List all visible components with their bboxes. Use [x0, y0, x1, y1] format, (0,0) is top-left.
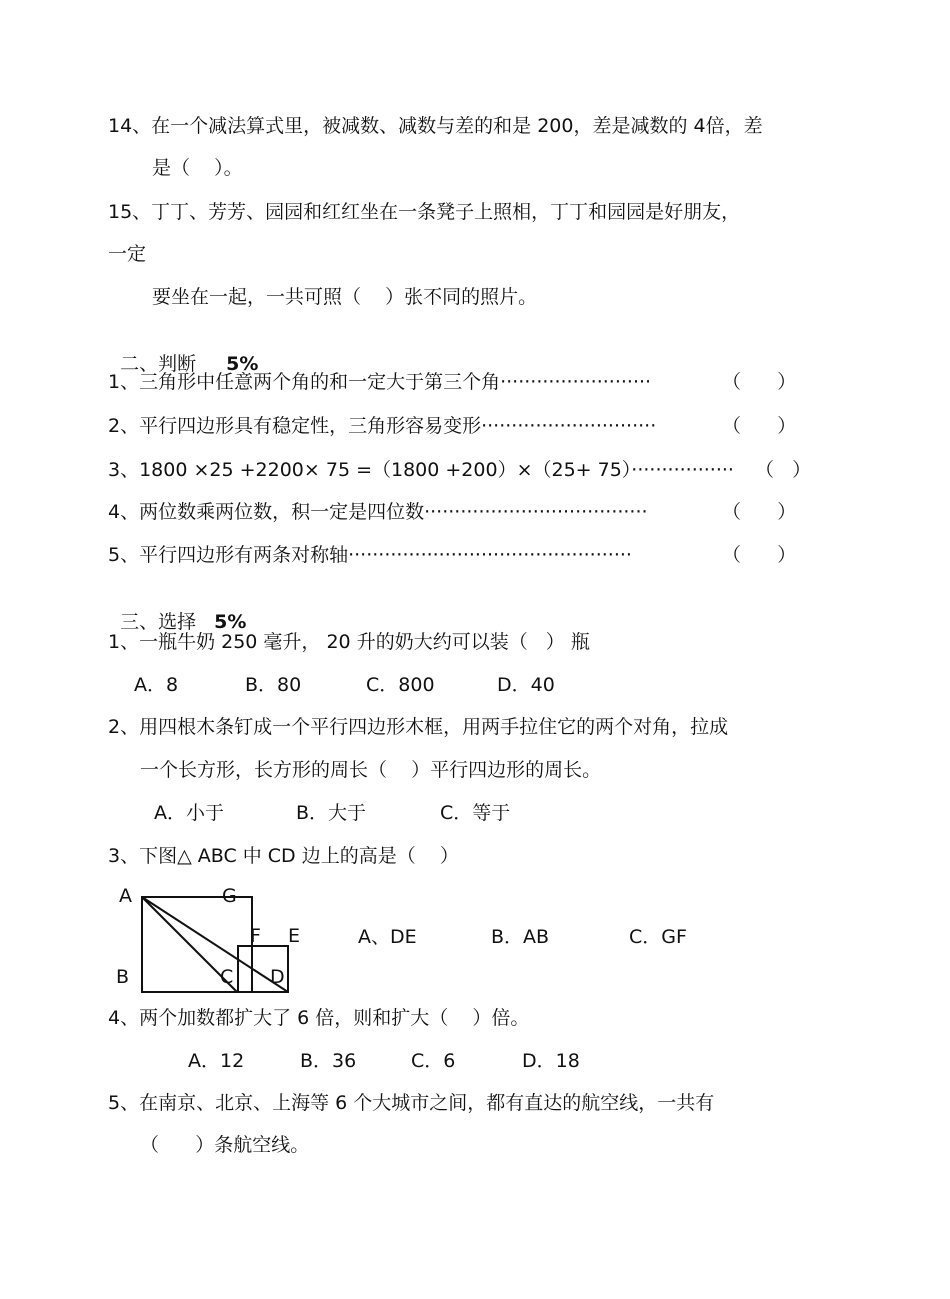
judge-item-5: 5、平行四边形有两条对称轴···············································: [108, 544, 632, 566]
choice-q5-stem-line1: 5、在南京、北京、上海等 6 个大城市之间，都有直达的航空线，一共有: [108, 1092, 715, 1114]
choice-heading-text: 三、选择: [120, 611, 197, 633]
judge-paren-4: （ ）: [722, 501, 797, 523]
choice-q1-option-c: C．800: [366, 674, 435, 696]
choice-heading: [108, 586, 246, 634]
judge-score: 5%: [226, 353, 259, 375]
triangle-figure: [112, 880, 312, 998]
choice-q4-option-d: D．18: [522, 1050, 580, 1072]
choice-q2-stem-line1: 2、用四根木条钉成一个平行四边形木框，用两手拉住它的两个对角，拉成: [108, 716, 729, 738]
label-a: A: [119, 885, 132, 907]
choice-q1-option-a: A．8: [134, 674, 179, 696]
choice-q2-option-a: A．小于: [154, 802, 224, 824]
q14-line2: 是（ ）。: [152, 157, 243, 179]
judge-item-1: 1、三角形中任意两个角的和一定大于第三个角·························: [108, 371, 652, 393]
choice-q3-option-c: C．GF: [629, 926, 687, 948]
q15-line2: 一定: [108, 243, 147, 265]
q15-line1: 15、丁丁、芳芳、园园和红红坐在一条凳子上照相，丁丁和园园是好朋友，: [108, 201, 741, 223]
label-e: E: [288, 925, 301, 947]
choice-q1-stem: 1、一瓶牛奶 250 毫升， 20 升的奶大约可以装（ ） 瓶: [108, 631, 590, 653]
judge-paren-2: （ ）: [722, 415, 797, 437]
judge-item-3: 3、1800 ×25 +2200× 75 =（1800 +200）×（25+ 75）·················: [108, 459, 734, 481]
judge-paren-1: （ ）: [722, 371, 797, 393]
label-f: F: [250, 925, 261, 947]
judge-heading-text: 二、判断: [120, 353, 197, 375]
label-d: D: [270, 966, 285, 988]
judge-item-2: 2、平行四边形具有稳定性，三角形容易变形·····························: [108, 415, 657, 437]
label-c: C: [220, 966, 234, 988]
q15-line3: 要坐在一起，一共可照（ ）张不同的照片。: [152, 286, 538, 308]
choice-q2-option-c: C．等于: [440, 802, 511, 824]
judge-paren-3: （ ）: [755, 459, 812, 481]
choice-q4-stem: 4、两个加数都扩大了 6 倍，则和扩大（ ）倍。: [108, 1007, 530, 1029]
choice-q3-option-b: B．AB: [491, 926, 550, 948]
label-g: G: [222, 885, 237, 907]
choice-q4-option-c: C．6: [411, 1050, 456, 1072]
line-a-d: [142, 897, 288, 992]
choice-q2-option-b: B．大于: [296, 802, 367, 824]
choice-q3-option-a: A、DE: [358, 926, 417, 948]
choice-q4-option-b: B．36: [300, 1050, 357, 1072]
choice-q1-option-b: B．80: [245, 674, 302, 696]
judge-paren-5: （ ）: [722, 544, 797, 566]
choice-q1-option-d: D．40: [497, 674, 555, 696]
rectangle-abcg: [142, 897, 252, 992]
q14-line1: 14、在一个减法算式里，被减数、减数与差的和是 200，差是减数的 4倍，差: [108, 115, 763, 137]
choice-score: 5%: [214, 611, 247, 633]
choice-q3-stem: 3、下图△ ABC 中 CD 边上的高是（ ）: [108, 845, 459, 867]
judge-item-4: 4、两位数乘两位数，积一定是四位数·····································: [108, 501, 648, 523]
judge-heading: [108, 328, 258, 376]
choice-q4-option-a: A．12: [188, 1050, 245, 1072]
choice-q5-stem-line2: （ ）条航空线。: [140, 1134, 310, 1156]
label-b: B: [116, 966, 130, 988]
choice-q2-stem-line2: 一个长方形，长方形的周长（ ）平行四边形的周长。: [140, 759, 602, 781]
